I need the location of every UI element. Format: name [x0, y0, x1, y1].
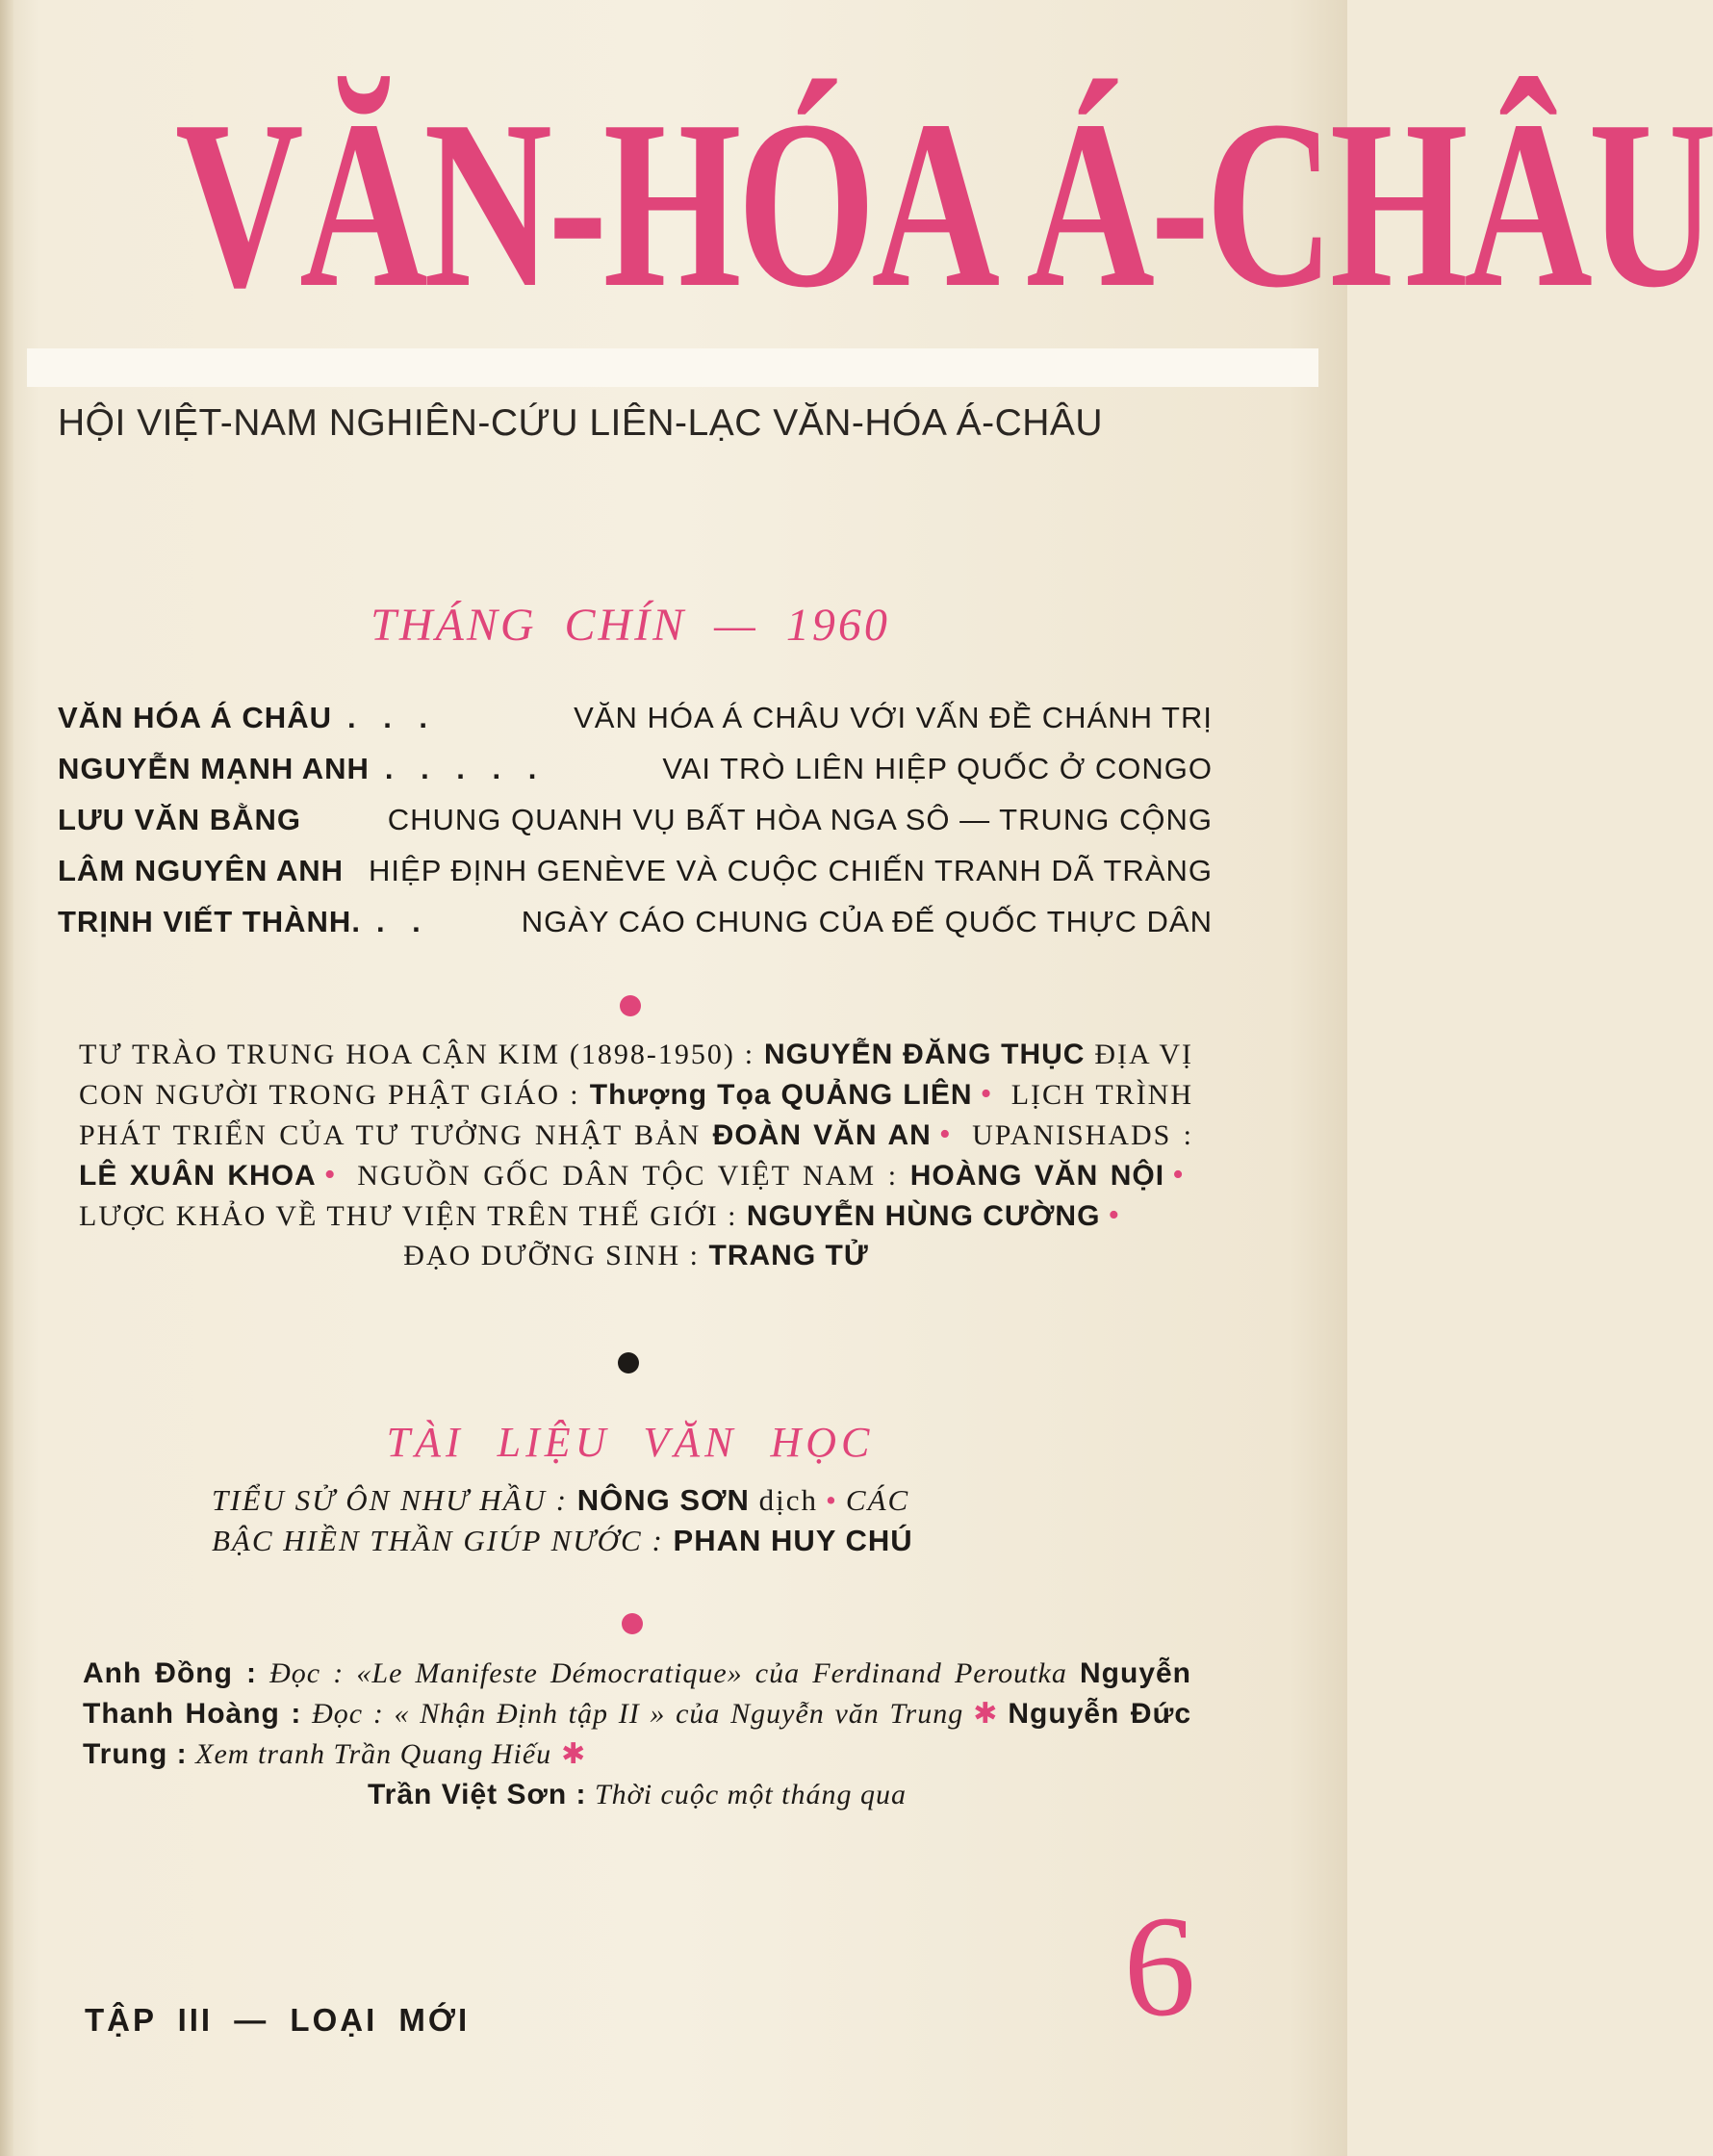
- literature-block: [212, 1480, 1059, 1561]
- bullet-dot: •: [938, 1116, 953, 1152]
- issue-date: THÁNG CHÍN — 1960: [371, 600, 890, 651]
- volume-label: TẬP III — LOẠI MỚI: [85, 2002, 471, 2038]
- toc-title: CHUNG QUANH VỤ BẤT HÒA NGA SÔ — TRUNG CỘNG: [387, 803, 1213, 836]
- toc-author: NGUYỄN MẠNH ANH: [58, 752, 370, 785]
- toc-title: HIỆP ĐỊNH GENÈVE VÀ CUỘC CHIẾN TRANH DÃ TRÀNG: [369, 854, 1213, 887]
- essay-title: NGUỒN GỐC DÂN TỘC VIỆT NAM :: [357, 1160, 899, 1192]
- issue-number: 6: [1123, 1886, 1196, 2046]
- literature-title: CÁC: [845, 1483, 910, 1517]
- binding-edge: [0, 0, 13, 2156]
- review-author: Nguyễn Thanh Hoàng :: [83, 1657, 1192, 1730]
- toc-row: [58, 905, 1213, 956]
- review-text: Đọc : « Nhận Định tập II » của Nguyễn văn Trung: [312, 1698, 964, 1730]
- toc-author: VĂN HÓA Á CHÂU: [58, 701, 332, 734]
- toc-row: [58, 803, 1213, 854]
- section-divider-dot: [622, 1613, 643, 1634]
- toc-row: [58, 752, 1213, 803]
- star-separator: ✱: [973, 1698, 999, 1730]
- toc-row: [58, 854, 1213, 905]
- bullet-dot: •: [826, 1483, 838, 1517]
- essay-author: TRANG TỬ: [708, 1240, 869, 1271]
- review-text: Thời cuộc một tháng qua: [595, 1779, 907, 1810]
- literature-line: [212, 1521, 1059, 1561]
- reviews-block: [83, 1654, 1191, 1815]
- star-separator: ✱: [561, 1738, 587, 1770]
- essay-title: ĐẠO DƯỠNG SINH :: [403, 1240, 701, 1271]
- toc-row: [58, 701, 1213, 752]
- toc-title: NGÀY CÁO CHUNG CỦA ĐẾ QUỐC THỰC DÂN: [521, 905, 1213, 938]
- review-author: Anh Đồng :: [83, 1657, 257, 1689]
- section-divider-dot: [618, 1352, 639, 1373]
- toc-author: LÂM NGUYÊN ANH: [58, 854, 345, 887]
- review-text: Xem tranh Trần Quang Hiếu: [195, 1738, 552, 1770]
- bullet-dot: •: [1172, 1157, 1187, 1193]
- review-author: Trần Việt Sơn :: [368, 1779, 587, 1810]
- publisher-line: HỘI VIỆT-NAM NGHIÊN-CỨU LIÊN-LẠC VĂN-HÓA Á-CHÂU: [58, 402, 1104, 444]
- essay-title: ĐỊA VỊ CON NGƯỜI TRONG PHẬT GIÁO :: [79, 1039, 1194, 1111]
- bullet-dot: •: [323, 1157, 338, 1193]
- essay-last-line: [79, 1236, 1193, 1275]
- table-of-contents: [58, 701, 1213, 956]
- essay-author: HOÀNG VĂN NỘI: [909, 1160, 1165, 1192]
- essay-author: Thượng Tọa QUẢNG LIÊN: [589, 1079, 973, 1111]
- toc-leader-dots: . . .: [346, 701, 438, 734]
- essay-author: NGUYỄN ĐĂNG THỤC: [764, 1039, 1086, 1070]
- toc-title: VAI TRÒ LIÊN HIỆP QUỐC Ở CONGO: [662, 752, 1213, 785]
- toc-leader-dots: . . . . .: [384, 752, 547, 785]
- literature-title: BẬC HIỀN THẦN GIÚP NƯỚC :: [212, 1524, 664, 1557]
- essays-block: [79, 1035, 1193, 1275]
- literature-author: NÔNG SƠN: [576, 1483, 750, 1517]
- section-divider-dot: [620, 995, 641, 1016]
- essay-title: UPANISHADS :: [972, 1119, 1194, 1151]
- toc-author: LƯU VĂN BẰNG: [58, 803, 301, 836]
- review-last-line: [83, 1775, 1191, 1815]
- essay-author: ĐOÀN VĂN AN: [712, 1119, 932, 1151]
- masthead-underline-band: [27, 348, 1318, 387]
- toc-title: VĂN HÓA Á CHÂU VỚI VẤN ĐỀ CHÁNH TRỊ: [574, 701, 1213, 734]
- literature-heading: TÀI LIỆU VĂN HỌC: [386, 1419, 875, 1466]
- toc-author: TRỊNH VIẾT THÀNH.: [58, 905, 361, 938]
- review-author: Nguyễn Đức Trung :: [83, 1698, 1192, 1770]
- literature-line: [212, 1480, 1059, 1521]
- essay-title: LƯỢC KHẢO VỀ THƯ VIỆN TRÊN THẾ GIỚI :: [79, 1200, 738, 1232]
- essay-author: LÊ XUÂN KHOA: [79, 1160, 317, 1192]
- bullet-dot: •: [1108, 1197, 1122, 1233]
- literature-note: dịch: [758, 1483, 819, 1517]
- literature-title: TIỂU SỬ ÔN NHƯ HẦU :: [212, 1483, 569, 1517]
- masthead: VĂN-HÓA Á-CHÂU: [175, 71, 1713, 338]
- essay-author: NGUYỄN HÙNG CƯỜNG: [746, 1200, 1101, 1232]
- toc-leader-dots: . .: [375, 905, 430, 938]
- review-text: Đọc : «Le Manifeste Démocratique» của Ferdinand Peroutka: [269, 1657, 1067, 1689]
- literature-author: PHAN HUY CHÚ: [673, 1524, 913, 1557]
- bullet-dot: •: [980, 1076, 994, 1112]
- essay-title: TƯ TRÀO TRUNG HOA CẬN KIM (1898-1950) :: [79, 1039, 755, 1070]
- essay-title: LỊCH TRÌNH PHÁT TRIỂN CỦA TƯ TƯỞNG NHẬT BẢN: [79, 1079, 1194, 1151]
